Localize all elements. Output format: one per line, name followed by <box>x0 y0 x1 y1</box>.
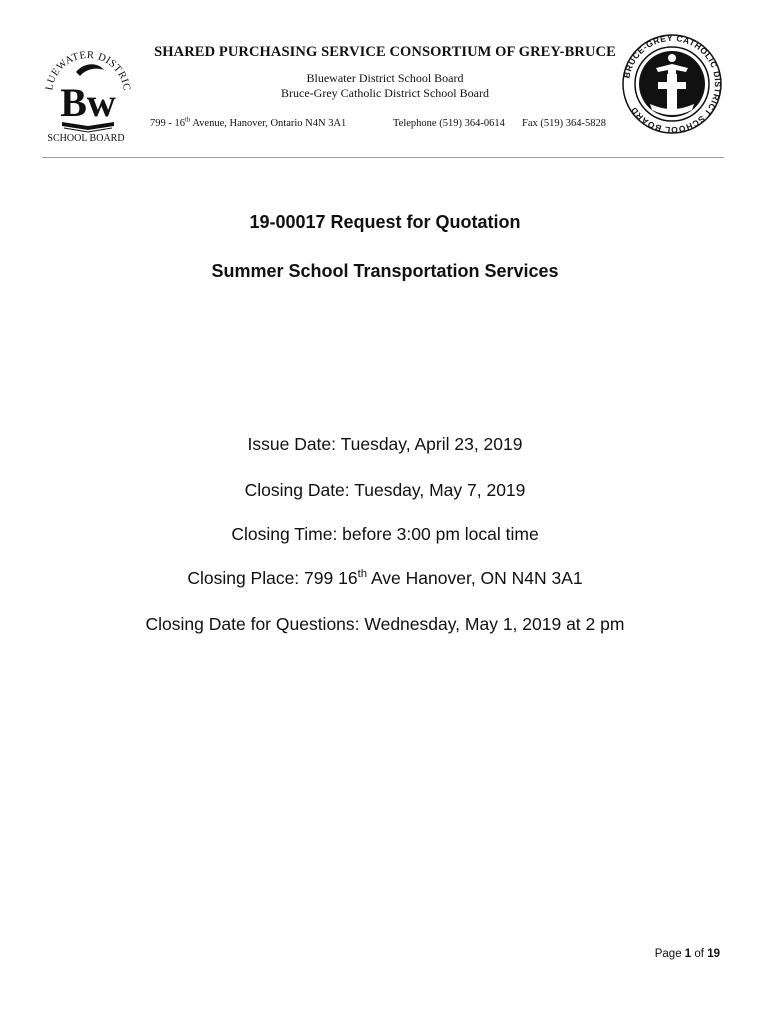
bluewater-caption: SCHOOL BOARD <box>47 133 125 142</box>
bluewater-logo <box>38 42 138 142</box>
closing-place: Closing Place: 799 16th Ave Hanover, ON N4N 3A1 <box>187 568 583 588</box>
letterhead-text <box>140 44 630 101</box>
header-divider <box>42 157 724 158</box>
board-name-2: Bruce-Grey Catholic District School Board <box>281 86 489 100</box>
board-name-1: Bluewater District School Board <box>306 71 464 85</box>
letterhead <box>0 0 770 160</box>
page-number: Page 1 of 19 <box>654 948 720 960</box>
bluewater-arc-text: LUEWATER DISTRIC <box>44 49 132 92</box>
consortium-title: SHARED PURCHASING SERVICE CONSORTIUM OF GREY-BRUCE <box>154 44 616 60</box>
closing-time: Closing Time: before 3:00 pm local time <box>231 524 539 544</box>
bruce-grey-arc-text: BRUCE-GREY CATHOLIC DISTRICT SCHOOL BOARD <box>621 32 724 136</box>
questions-closing-date: Closing Date for Questions: Wednesday, May 1, 2019 at 2 pm <box>145 614 625 634</box>
address: 799 - 16th Avenue, Hanover, Ontario N4N 3A1 <box>150 116 347 129</box>
fax: Fax (519) 364-5828 <box>522 118 606 129</box>
document-subtitle: Summer School Transportation Services <box>211 261 559 281</box>
bluewater-monogram: Bw <box>60 80 116 125</box>
issue-date: Issue Date: Tuesday, April 23, 2019 <box>247 434 523 454</box>
telephone: Telephone (519) 364-0614 <box>393 118 505 129</box>
document-title: 19-00017 Request for Quotation <box>249 212 521 232</box>
closing-date: Closing Date: Tuesday, May 7, 2019 <box>244 480 526 500</box>
bruce-grey-catholic-logo <box>620 32 724 136</box>
